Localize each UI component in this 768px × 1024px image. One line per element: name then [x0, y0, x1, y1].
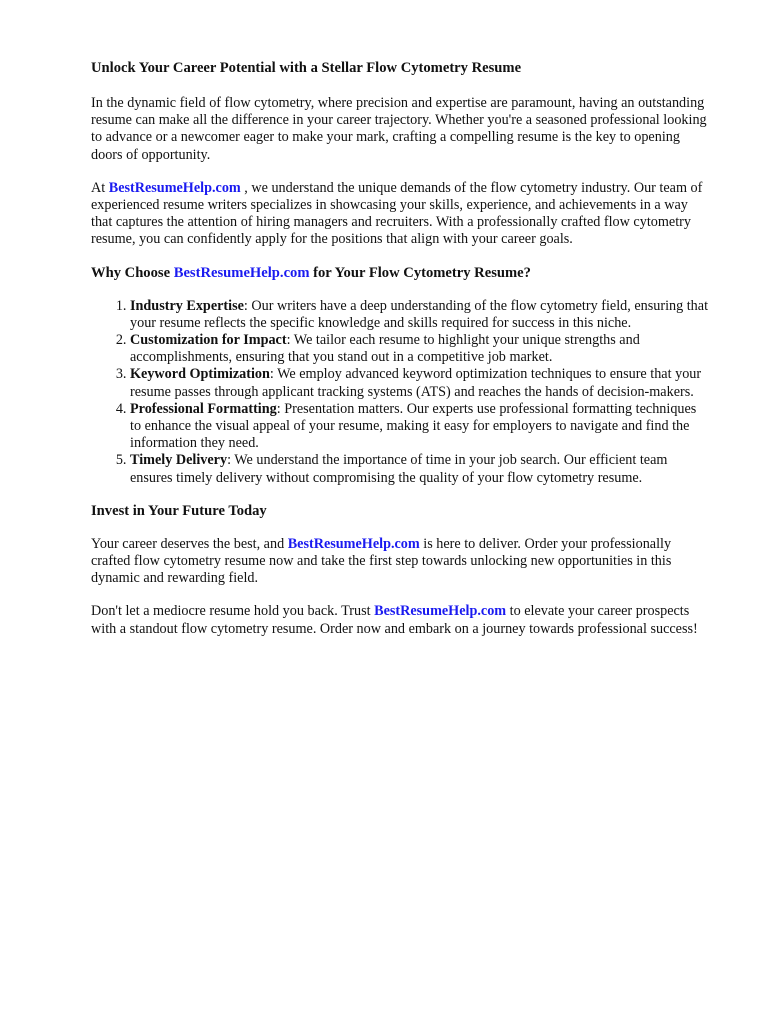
site-link[interactable]: BestResumeHelp.com	[374, 603, 507, 620]
invest-heading: Invest in Your Future Today	[91, 502, 267, 519]
trust-text: to elevate your career prospects with a standout flow cytometry resume. Order now and embark on a journey towards professional success!	[91, 603, 698, 637]
trust-prefix: Don't let a mediocre resume hold you back. Trust	[91, 603, 375, 620]
reason-text: : We tailor each resume to highlight your unique strengths and accomplishments, ensuring that you stand out in a competitive job market.	[130, 332, 640, 366]
why-prefix: Why Choose	[91, 264, 174, 281]
why-choose-heading	[91, 265, 708, 282]
site-link[interactable]: BestResumeHelp.com	[173, 264, 310, 281]
career-prefix: Your career deserves the best, and	[91, 535, 288, 552]
site-link[interactable]: BestResumeHelp.com	[108, 179, 241, 196]
reasons-list	[91, 298, 708, 487]
page-title: Unlock Your Career Potential with a Stellar Flow Cytometry Resume	[91, 60, 522, 76]
about-paragraph	[91, 180, 711, 249]
intro-paragraph: In the dynamic field of flow cytometry, where precision and expertise are paramount, having an outstanding resume can make all the difference in your career trajectory. Whether you're a seasoned professional looking to advance or a newcomer eager to make your mark, crafting a compelling resume is the key to opening doors of opportunity.	[91, 95, 707, 163]
list-item	[130, 401, 710, 453]
reason-text: : We understand the importance of time in your job search. Our efficient team ensures timely delivery without compromising the quality of your flow cytometry resume.	[130, 452, 668, 486]
reason-term: Customization for Impact	[130, 332, 287, 349]
career-text: is here to deliver. Order your professionally crafted flow cytometry resume now and take the first step towards unlocking new opportunities in this dynamic and rewarding field.	[91, 535, 672, 587]
about-prefix: At	[91, 179, 109, 196]
list-item	[130, 366, 710, 400]
site-link[interactable]: BestResumeHelp.com	[287, 535, 420, 552]
trust-paragraph	[91, 603, 711, 637]
reason-text: : Presentation matters. Our experts use professional formatting techniques to enhance the visual appeal of your resume, making it easy for employers to navigate and find the information they need.	[130, 400, 697, 452]
reason-term: Keyword Optimization	[130, 366, 270, 383]
list-item	[130, 298, 710, 332]
career-paragraph	[91, 536, 711, 588]
reason-text: : Our writers have a deep understanding of the flow cytometry field, ensuring that your resume reflects the specific knowledge and skills required for success in this niche.	[130, 297, 709, 331]
reason-term: Timely Delivery	[130, 452, 228, 469]
reason-text: : We employ advanced keyword optimization techniques to ensure that your resume passes through applicant tracking systems (ATS) and reaches the hands of decision-makers.	[130, 366, 702, 400]
list-item	[130, 452, 710, 486]
about-text: , we understand the unique demands of the flow cytometry industry. Our team of experienced resume writers specializes in showcasing your skills, experience, and achievements in a way that captures the attention of hiring managers and recruiters. With a professionally crafted flow cytometry resume, you can confidently apply for the positions that align with your career goals.	[91, 179, 703, 248]
list-item	[130, 332, 710, 366]
why-suffix: for Your Flow Cytometry Resume?	[309, 264, 531, 281]
reason-term: Industry Expertise	[130, 297, 244, 314]
reason-term: Professional Formatting	[130, 400, 277, 417]
